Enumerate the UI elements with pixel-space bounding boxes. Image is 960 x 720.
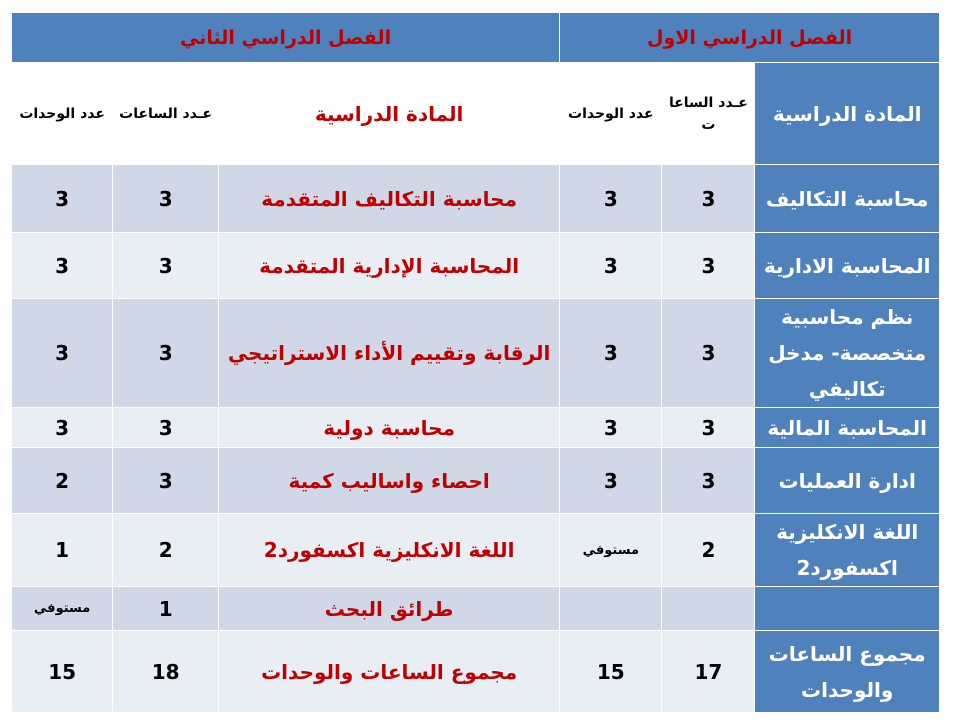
table-row xyxy=(12,587,940,631)
second-hours: 3 xyxy=(113,448,219,514)
second-subject: محاسبة دولية xyxy=(219,408,560,448)
first-units xyxy=(560,587,662,631)
first-subject: نظم محاسبية متخصصة- مدخل تكاليفي xyxy=(755,299,940,408)
first-hours xyxy=(662,587,755,631)
second-units: 2 xyxy=(12,448,113,514)
first-units: مستوفي xyxy=(560,514,662,587)
units-header-second: عدد الوحدات xyxy=(12,63,113,165)
table-row xyxy=(12,299,940,408)
first-units: 3 xyxy=(560,233,662,299)
table-row xyxy=(12,448,940,514)
first-hours: 2 xyxy=(662,514,755,587)
second-hours: 3 xyxy=(113,299,219,408)
second-hours: 1 xyxy=(113,587,219,631)
second-hours: 3 xyxy=(113,165,219,233)
totals-row xyxy=(12,631,940,713)
semester-header-row xyxy=(12,13,940,63)
second-total-hours: 18 xyxy=(113,631,219,713)
first-subject: المحاسبة الادارية xyxy=(755,233,940,299)
first-subject: المحاسبة المالية xyxy=(755,408,940,448)
second-subject: اللغة الانكليزية اكسفورد2 xyxy=(219,514,560,587)
second-subject: احصاء واساليب كمية xyxy=(219,448,560,514)
second-units: 3 xyxy=(12,299,113,408)
second-semester-title: الفصل الدراسي الثاني xyxy=(12,13,560,63)
second-units: 1 xyxy=(12,514,113,587)
second-subject: محاسبة التكاليف المتقدمة xyxy=(219,165,560,233)
table-row xyxy=(12,165,940,233)
first-totals-label: مجموع الساعات والوحدات xyxy=(755,631,940,713)
second-units: مستوفي xyxy=(12,587,113,631)
table-row xyxy=(12,514,940,587)
first-total-units: 15 xyxy=(560,631,662,713)
subject-header-first: المادة الدراسية xyxy=(755,63,940,165)
study-plan-table xyxy=(11,12,940,713)
second-units: 3 xyxy=(12,165,113,233)
first-hours: 3 xyxy=(662,165,755,233)
first-hours: 3 xyxy=(662,408,755,448)
first-hours: 3 xyxy=(662,233,755,299)
first-total-hours: 17 xyxy=(662,631,755,713)
first-subject xyxy=(755,587,940,631)
second-hours: 2 xyxy=(113,514,219,587)
second-subject: المحاسبة الإدارية المتقدمة xyxy=(219,233,560,299)
second-subject: طرائق البحث xyxy=(219,587,560,631)
first-semester-title: الفصل الدراسي الاول xyxy=(560,13,940,63)
second-totals-label: مجموع الساعات والوحدات xyxy=(219,631,560,713)
second-units: 3 xyxy=(12,408,113,448)
first-units: 3 xyxy=(560,165,662,233)
first-units: 3 xyxy=(560,299,662,408)
second-total-units: 15 xyxy=(12,631,113,713)
first-subject: ادارة العمليات xyxy=(755,448,940,514)
second-units: 3 xyxy=(12,233,113,299)
first-units: 3 xyxy=(560,408,662,448)
hours-header-first: عـدد الساعا ت xyxy=(662,63,755,165)
subject-header-second: المادة الدراسية xyxy=(219,63,560,165)
first-units: 3 xyxy=(560,448,662,514)
hours-header-second: عـدد الساعات xyxy=(113,63,219,165)
column-header-row xyxy=(12,63,940,165)
first-subject: اللغة الانكليزية اكسفورد2 xyxy=(755,514,940,587)
units-header-first: عدد الوحدات xyxy=(560,63,662,165)
first-hours: 3 xyxy=(662,299,755,408)
first-subject: محاسبة التكاليف xyxy=(755,165,940,233)
table-row xyxy=(12,408,940,448)
second-hours: 3 xyxy=(113,408,219,448)
table-row xyxy=(12,233,940,299)
first-hours: 3 xyxy=(662,448,755,514)
second-subject: الرقابة وتقييم الأداء الاستراتيجي xyxy=(219,299,560,408)
second-hours: 3 xyxy=(113,233,219,299)
